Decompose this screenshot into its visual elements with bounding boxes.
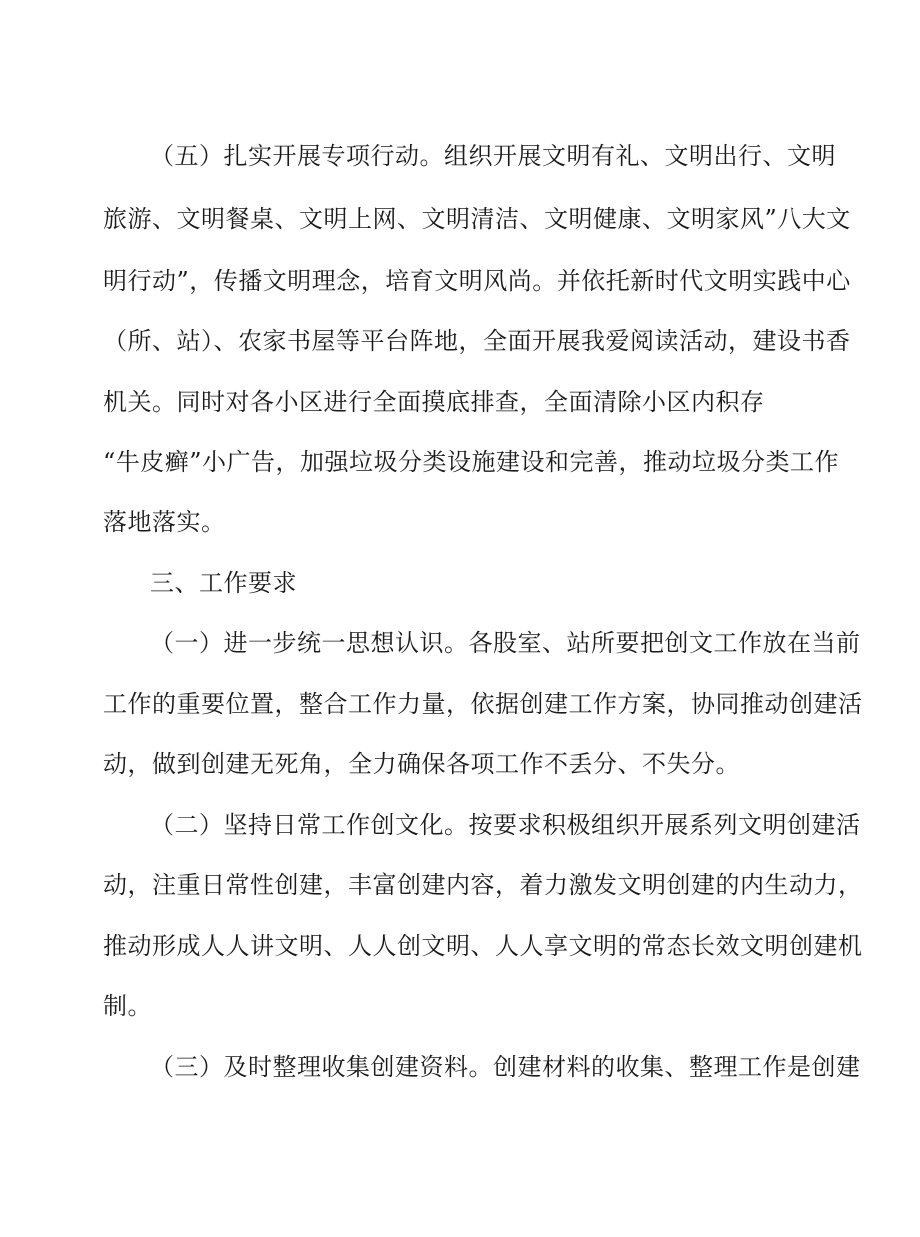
text-line: 推动形成人人讲文明、人人创文明、人人享文明的常态长效文明创建机 [103,932,863,960]
text-line: 落地落实。 [103,508,226,536]
text-line: （所、站）、农家书屋等平台阵地，全面开展我爱阅读活动，建设书香 [103,327,851,355]
text-line: 明行动”，传播文明理念，培育文明风尚。并依托新时代文明实践中心 [103,267,851,295]
text-line: 旅游、文明餐桌、文明上网、文明清洁、文明健康、文明家风”八大文 [103,205,851,233]
text-line: （二）坚持日常工作创文化。按要求积极组织开展系列文明创建活 [150,811,861,839]
text-line: （一）进一步统一思想认识。各股室、站所要把创文工作放在当前 [150,629,861,657]
text-line: 动，做到创建无死角，全力确保各项工作不丢分、不失分。 [103,750,740,778]
section-heading: 三、工作要求 [150,569,297,597]
text-line: （三）及时整理收集创建资料。创建材料的收集、整理工作是创建 [150,1053,861,1081]
text-line: 制。 [103,992,152,1020]
text-line: （五）扎实开展专项行动。组织开展文明有礼、文明出行、文明 [150,142,836,170]
text-line: 动，注重日常性创建，丰富创建内容，着力激发文明创建的内生动力， [103,871,863,899]
text-line: 工作的重要位置，整合工作力量，依据创建工作方案，协同推动创建活 [103,690,863,718]
text-line: 机关。同时对各小区进行全面摸底排查，全面清除小区内积存 [103,388,765,416]
text-line: “牛皮癣”小广告，加强垃圾分类设施建设和完善，推动垃圾分类工作 [103,448,840,476]
